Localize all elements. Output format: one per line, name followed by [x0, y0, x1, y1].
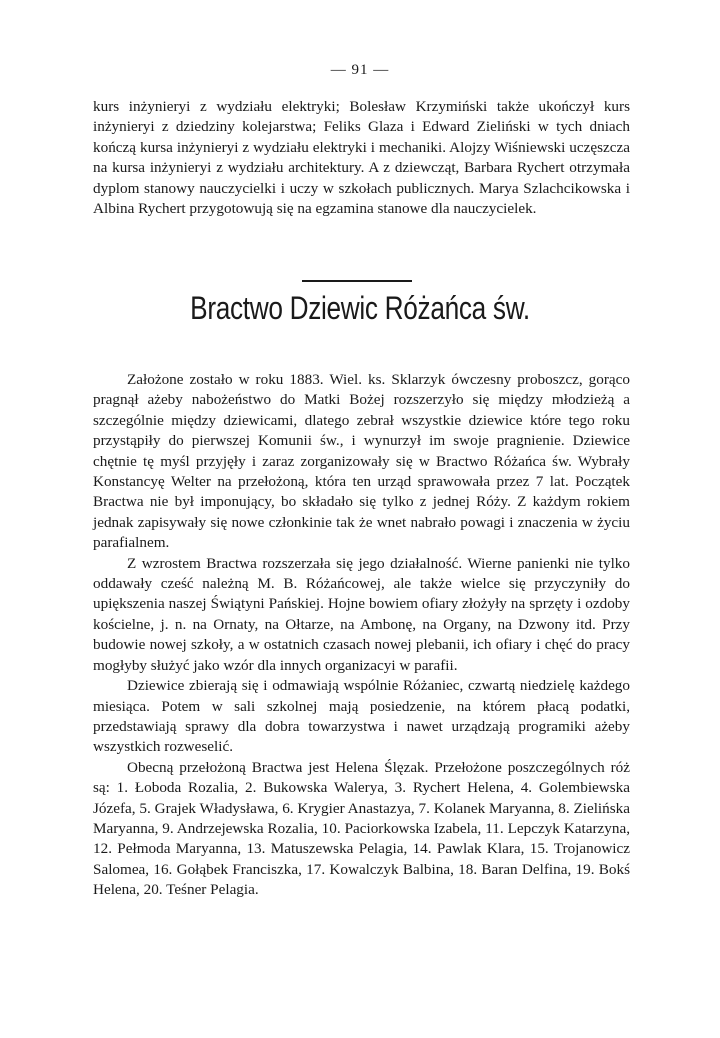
section-title: Bractwo Dziewic Różańca św.: [190, 290, 530, 326]
paragraph-meetings: Dziewice zbierają się i odmawiają wspólnie Różaniec, czwartą niedzielę każdego miesiąca. Potem w sali szkolnej mają posiedzenie, na którem płacą podatki, przedstawiają sprawy dla dobra towarzystwa i nawet urządzają programiki ażeby wszystkich rozweselić.: [93, 677, 630, 756]
paragraph-activity: Z wzrostem Bractwa rozszerzała się jego działalność. Wierne panienki nie tylko oddawały cześć należną M. B. Różańcowej, ale także wielce się przyczyniły do upiększenia naszej Świątyni Pańskiej. Hojne bowiem ofiary złożyły na sprzęty i ozdoby kościelne, j. n. na Ornaty, na Ołtarze, na Ambonę, na Organy, na Dzwony itd. Przy budowie nowej szkoły, a w ostatnich czasach nowej plebanii, ich ofiary i chęć do pracy mogłyby służyć jako wzór dla innych organizacyi w parafii.: [93, 554, 630, 674]
intro-block: [93, 97, 630, 219]
intro-paragraph: kurs inżynieryi z wydziału elektryki; Bolesław Krzymiński także ukończył kurs inżynieryi z dziedziny kolejarstwa; Feliks Glaza i Edward Zieliński w tych dniach kończą kursa inżynieryi z wydziału elektryki i mechaniki. Alojzy Wiśniewski uczęszcza na kursa inżynieryi z wydziału architektury. A z dziewcząt, Barbara Rychert otrzymała dyplom stanowy nauczycielki i uczy w szkołach publicznych. Marya Szlachcikowska i Albina Rychert przygotowują się na egzamina stanowe dla nauczycielek.: [93, 98, 630, 218]
page-number: — 91 —: [330, 62, 390, 78]
section-divider: [302, 280, 412, 282]
paragraph-leaders: Obecną przełożoną Bractwa jest Helena Ślęzak. Przełożone poszczególnych róż są: 1. Łoboda Rozalia, 2. Bukowska Walerya, 3. Rychert Helena, 4. Golembiewska Józefa, 5. Grajek Władysława, 6. Krygier Anastazya, 7. Kolanek Maryanna, 8. Zielińska Maryanna, 9. Andrzejewska Rozalia, 10. Paciorkowska Izabela, 11. Lepczyk Katarzyna, 12. Pełmoda Maryanna, 13. Matuszewska Pelagia, 14. Pawlak Klara, 15. Trojanowicz Salomea, 16. Gołąbek Franciszka, 17. Kowalczyk Balbina, 18. Baran Delfina, 19. Bokś Helena, 20. Teśner Pelagia.: [93, 758, 630, 899]
section-body: [93, 370, 630, 901]
paragraph-founding: Założone zostało w roku 1883. Wiel. ks. Sklarzyk ówczesny proboszcz, gorąco pragnął ażeby nabożeństwo do Matki Bożej rozszerzyło się między młodzieżą a szczególnie między dziewicami, dlatego zebrał wszystkie dziewice które tego roku przystąpiły do pierwszej Komunii św., i wynurzył im swoje pragnienie. Dziewice chętnie tę myśl przyjęły i zaraz zorganizowały się w Bractwo Różańca św. Wybrały Konstancyę Welter na przełożoną, która ten urząd sprawowała przez 7 lat. Początek Bractwa nie był imponujący, bo składało się tylko z jednej Róży. Z każdym rokiem jednak zapisywały się nowe członkinie tak że wnet nabrało powagi i znaczenia w życiu parafialnem.: [93, 371, 630, 552]
